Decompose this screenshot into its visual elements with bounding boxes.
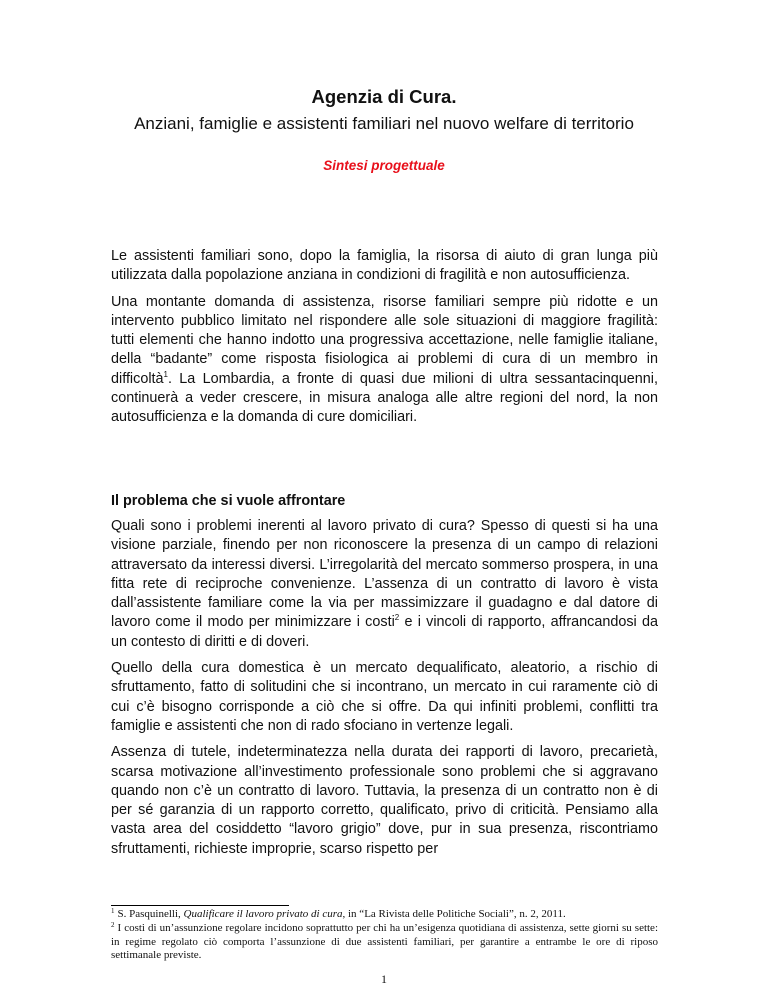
document-tag: Sintesi progettuale (323, 158, 445, 173)
footnote-2 (111, 922, 658, 963)
footnote-1-number: 1 (111, 907, 115, 915)
problem-paragraph-2: Quello della cura domestica è un mercato dequalificato, aleatorio, a rischio di sfruttamento, fatto di solitudini che si incontrano, un mercato in cui raramente ciò di cui c’è bisogno corrisponde a ciò che si offre. Da qui infiniti problemi, conflitti tra famiglie e assistenti che non di rado sfociano in vertenze legali. (111, 660, 658, 734)
footnote-1-text-b: , in “La Rivista delle Politiche Sociali”, n. 2, 2011. (342, 908, 566, 920)
page-number: 1 (381, 972, 387, 986)
footnote-ref-1: 1 (163, 369, 168, 379)
problem-paragraph-1 (111, 517, 658, 652)
footnote-1-text-a: S. Pasquinelli, (117, 908, 184, 920)
intro-section (111, 247, 658, 435)
footnote-2-number: 2 (111, 921, 115, 929)
problem-paragraph-3: Assenza di tutele, indeterminatezza nella durata dei rapporti di lavoro, precarietà, scarsa motivazione all’investimento professionale sono problemi che si aggravano quando non c’è un contratto di lavoro. Tuttavia, la presenza di un contratto non è di per sé garanzia di un rapporto corretto, qualificato, privo di criticità. Pensiamo alla vasta area del cosiddetto “lavoro grigio” dove, pur in sua presenza, riscontriamo sfruttamenti, richieste improprie, scarso rispetto per (111, 744, 658, 857)
problem-paragraph-1-text-b: e i vincoli di rapporto, affrancandosi da un contesto di diritti e di doveri. (111, 614, 658, 650)
intro-paragraph-2 (111, 293, 658, 428)
footnote-1-italic: Qualificare il lavoro privato di cura (183, 908, 343, 920)
footnote-ref-2: 2 (394, 613, 400, 623)
problem-paragraph-1-text-a: Quali sono i problemi inerenti al lavoro privato di cura? Spesso di questi si ha una visione parziale, finendo per non riconoscere la presenza di un campo di relazioni attraversato da interessi diversi. L’irregolarità del mercato sommerso prospera, in una fitta rete di reciproche convenienze. L’assenza di un contratto di lavoro è vista dall’assistente familiare come la via per massimizzare il guadagno e dal datore di lavoro come il modo per minimizzare i costi (111, 518, 658, 631)
document-title: Agenzia di Cura. (311, 86, 457, 107)
problem-section (111, 517, 658, 866)
footnote-2-text: I costi di un’assunzione regolare incidono soprattutto per chi ha un’esigenza quotidiana di assistenza, sette giorni su sette: in regime regolato ciò comporta l’assunzione di due assistenti familiari, per garantire a entrambe le ore di riposo settimanale previste. (111, 922, 658, 961)
intro-paragraph-2-text-b: . La Lombardia, a fronte di quasi due milioni di ultra sessantacinquenni, continuerà a veder crescere, in misura analoga alle altre regioni del nord, la non autosufficienza e la domanda di cure domiciliari. (111, 370, 658, 426)
intro-paragraph-2-text-a: Una montante domanda di assistenza, risorse familiari sempre più ridotte e un intervento pubblico limitato nel rispondere alle sole situazioni di maggiore fragilità: tutti elementi che hanno indotto una progressiva accettazione, nelle famiglie italiane, della “badante” come risposta fisiologica ai problemi di cura di un membro in difficoltà (111, 293, 658, 387)
document-subtitle: Anziani, famiglie e assistenti familiari nel nuovo welfare di territorio (134, 114, 634, 133)
footnote-1 (111, 908, 658, 922)
section-heading: Il problema che si vuole affrontare (111, 493, 346, 509)
intro-paragraph-1: Le assistenti familiari sono, dopo la famiglia, la risorsa di aiuto di gran lunga più utilizzata dalla popolazione anziana in condizioni di fragilità e non autosufficienza. (111, 248, 658, 284)
footnote-divider (111, 905, 289, 906)
